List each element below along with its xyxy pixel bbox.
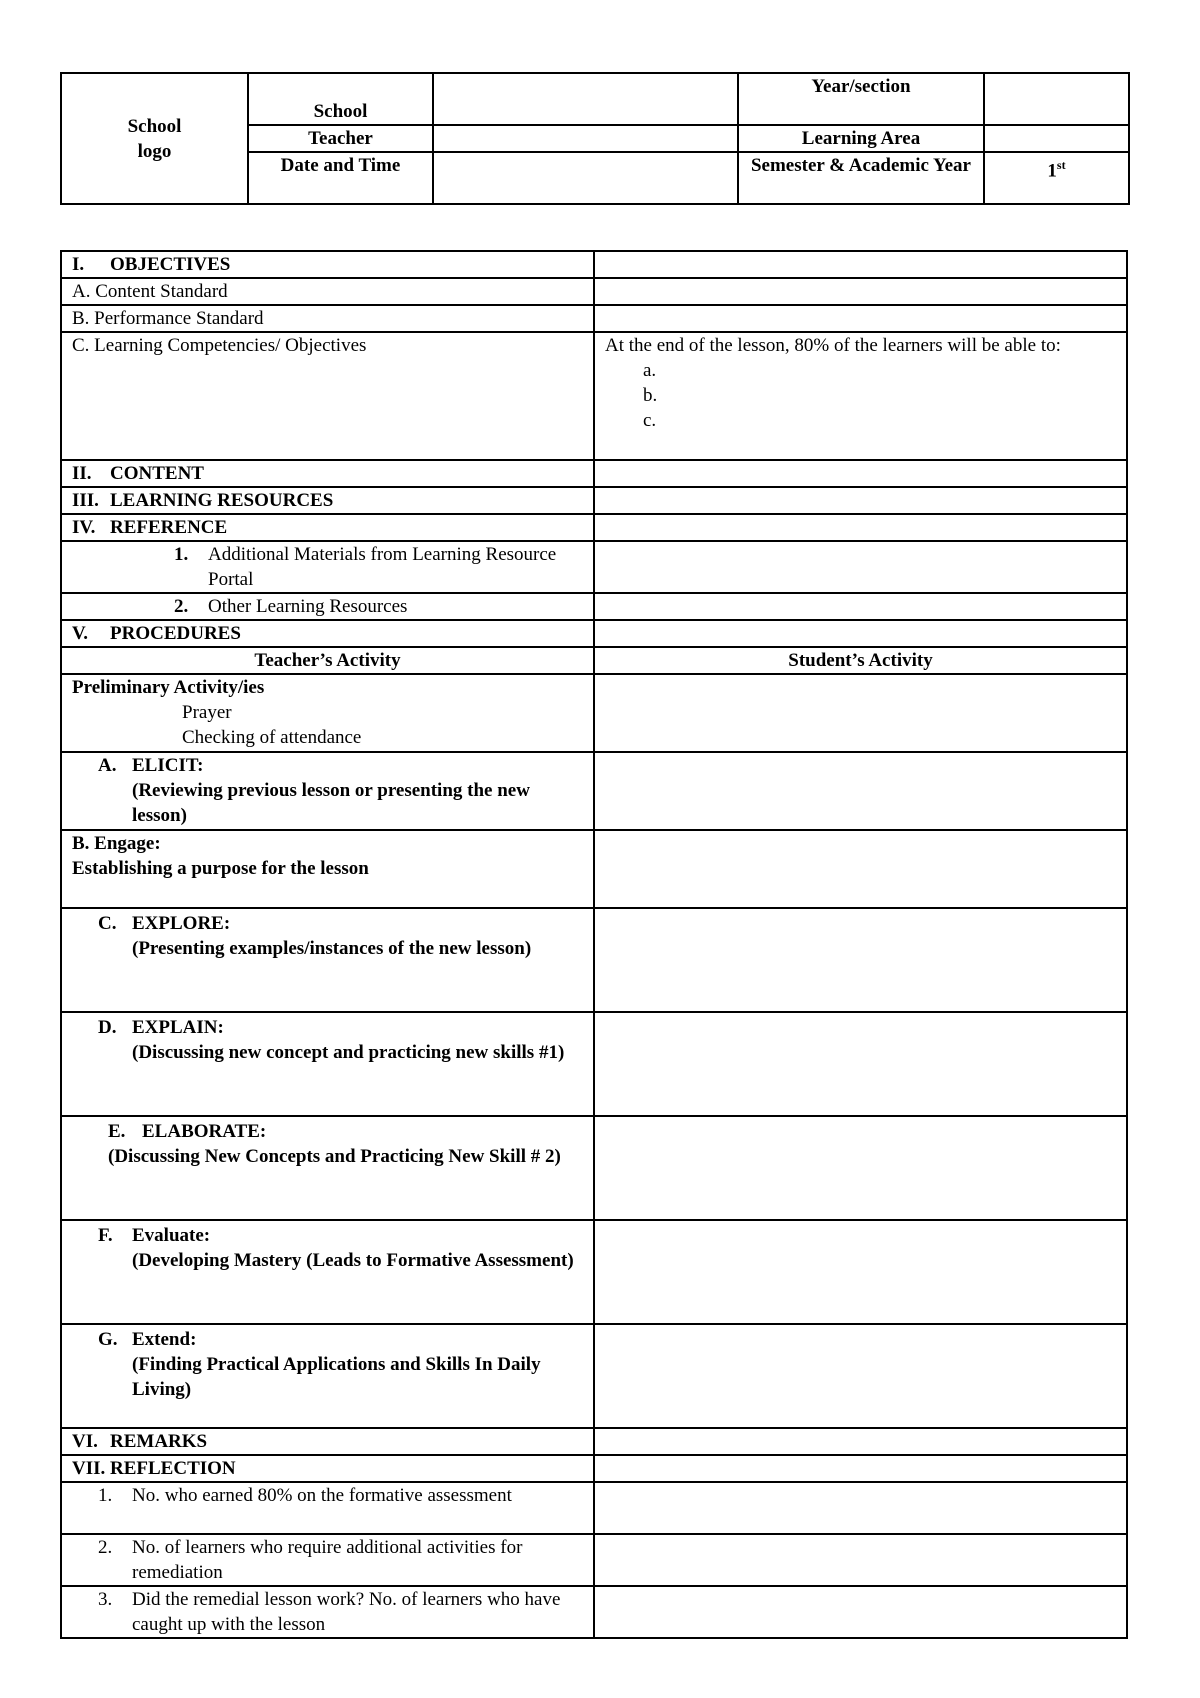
evaluate-desc: (Developing Mastery (Leads to Formative Assessment) [132,1250,574,1271]
competency-item-c: c. [643,410,657,431]
extend-row [61,1324,1127,1428]
semester-value-suffix: st [1056,158,1066,172]
remarks-value[interactable] [594,1428,1127,1455]
explain-desc: (Discussing new concept and practicing new skills #1) [132,1042,565,1063]
semester-value: 1 [1047,160,1057,182]
lesson-plan-table [60,250,1128,1639]
explore-cell: C. EXPLORE: (Presenting examples/instances of the new lesson) [61,908,594,1012]
explain-cell: D. EXPLAIN: (Discussing new concept and practicing new skills #1) [61,1012,594,1116]
reference-item-2: 2. Other Learning Resources [61,593,594,620]
reflection-heading: VII. REFLECTION [61,1455,594,1482]
objectives-heading: I. OBJECTIVES [61,251,594,278]
explain-title: EXPLAIN: [132,1017,224,1038]
learning-resources-row [61,487,1127,514]
reference-row [61,514,1127,541]
school-label: School [248,73,433,125]
elaborate-title: ELABORATE: [142,1121,267,1142]
learning-area-label: Learning Area [738,125,984,152]
remarks-heading: VI. REMARKS [61,1428,594,1455]
reflection-item-row [61,1586,1127,1638]
elaborate-student-cell[interactable] [594,1116,1127,1220]
elicit-desc: (Reviewing previous lesson or presenting the new lesson) [132,780,530,826]
teacher-activity-header: Teacher’s Activity [61,647,594,674]
engage-title: B. Engage: [72,833,161,854]
elicit-title: ELICIT: [132,755,204,776]
content-standard-row [61,278,1127,305]
reflection-item-1: 1. No. who earned 80% on the formative assessment [61,1482,594,1534]
elaborate-cell: E. ELABORATE: (Discussing New Concepts and Practicing New Skill # 2) [61,1116,594,1220]
school-logo-label: School logo [127,115,182,162]
content-row [61,460,1127,487]
competency-item-b: b. [643,385,658,406]
school-logo-cell [61,73,248,204]
reflection-item-3-value[interactable] [594,1586,1127,1638]
reference-item-row [61,541,1127,593]
reflection-value[interactable] [594,1455,1127,1482]
extend-student-cell[interactable] [594,1324,1127,1428]
elaborate-row [61,1116,1127,1220]
preliminary-row [61,674,1127,752]
preliminary-title: Preliminary Activity/ies [72,677,265,698]
learning-resources-heading: III. LEARNING RESOURCES [61,487,594,514]
learning-area-field[interactable] [984,125,1129,152]
reflection-item-row [61,1482,1127,1534]
date-time-field[interactable] [433,152,738,204]
reflection-item-2-value[interactable] [594,1534,1127,1586]
engage-student-cell[interactable] [594,830,1127,908]
teacher-label: Teacher [248,125,433,152]
content-heading: II. CONTENT [61,460,594,487]
content-standard-label: A. Content Standard [61,278,594,305]
learning-competencies-row [61,332,1127,460]
date-time-label: Date and Time [248,152,433,204]
semester-label: Semester & Academic Year [738,152,984,204]
elicit-cell: A. ELICIT: (Reviewing previous lesson or presenting the new lesson) [61,752,594,830]
evaluate-cell: F. Evaluate: (Developing Mastery (Leads to Formative Assessment) [61,1220,594,1324]
evaluate-row [61,1220,1127,1324]
preliminary-item-prayer: Prayer [182,702,232,723]
elicit-student-cell[interactable] [594,752,1127,830]
year-section-field[interactable] [984,73,1129,125]
reflection-item-2: 2. No. of learners who require additional activities for remediation [61,1534,594,1586]
reference-item-2-value[interactable] [594,593,1127,620]
evaluate-title: Evaluate: [132,1225,211,1246]
content-value[interactable] [594,460,1127,487]
engage-row [61,830,1127,908]
explain-row [61,1012,1127,1116]
reflection-item-3: 3. Did the remedial lesson work? No. of learners who have caught up with the lesson [61,1586,594,1638]
evaluate-student-cell[interactable] [594,1220,1127,1324]
preliminary-student-cell[interactable] [594,674,1127,752]
reference-heading: IV. REFERENCE [61,514,594,541]
preliminary-cell [61,674,594,752]
extend-desc: (Finding Practical Applications and Skills In Daily Living) [132,1354,541,1400]
procedures-row [61,620,1127,647]
content-standard-value[interactable] [594,278,1127,305]
reflection-row [61,1455,1127,1482]
semester-field[interactable] [984,152,1129,204]
learning-competencies-value[interactable] [594,332,1127,460]
procedures-value[interactable] [594,620,1127,647]
explore-student-cell[interactable] [594,908,1127,1012]
performance-standard-row [61,305,1127,332]
objectives-row [61,251,1127,278]
objectives-value[interactable] [594,251,1127,278]
extend-cell: G. Extend: (Finding Practical Applications and Skills In Daily Living) [61,1324,594,1428]
header-table [60,72,1130,205]
learning-competencies-label: C. Learning Competencies/ Objectives [61,332,594,460]
elicit-row [61,752,1127,830]
learning-resources-value[interactable] [594,487,1127,514]
engage-cell [61,830,594,908]
reference-item-1-value[interactable] [594,541,1127,593]
performance-standard-label: B. Performance Standard [61,305,594,332]
explore-row [61,908,1127,1012]
reference-item-1: 1. Additional Materials from Learning Resource Portal [61,541,594,593]
elaborate-desc: (Discussing New Concepts and Practicing New Skill # 2) [108,1146,561,1167]
teacher-field[interactable] [433,125,738,152]
preliminary-item-attendance: Checking of attendance [182,727,362,748]
extend-title: Extend: [132,1329,197,1350]
competency-item-a: a. [643,360,657,381]
activity-header-row [61,647,1127,674]
engage-desc: Establishing a purpose for the lesson [72,858,369,879]
reference-value[interactable] [594,514,1127,541]
remarks-row [61,1428,1127,1455]
performance-standard-value[interactable] [594,305,1127,332]
reference-item-row [61,593,1127,620]
student-activity-header: Student’s Activity [594,647,1127,674]
reflection-item-row [61,1534,1127,1586]
explain-student-cell[interactable] [594,1012,1127,1116]
procedures-heading: V. PROCEDURES [61,620,594,647]
explore-title: EXPLORE: [132,913,231,934]
competency-intro: At the end of the lesson, 80% of the learners will be able to: [605,335,1061,356]
school-field[interactable] [433,73,738,125]
explore-desc: (Presenting examples/instances of the new lesson) [132,938,532,959]
year-section-label: Year/section [738,73,984,125]
reflection-item-1-value[interactable] [594,1482,1127,1534]
